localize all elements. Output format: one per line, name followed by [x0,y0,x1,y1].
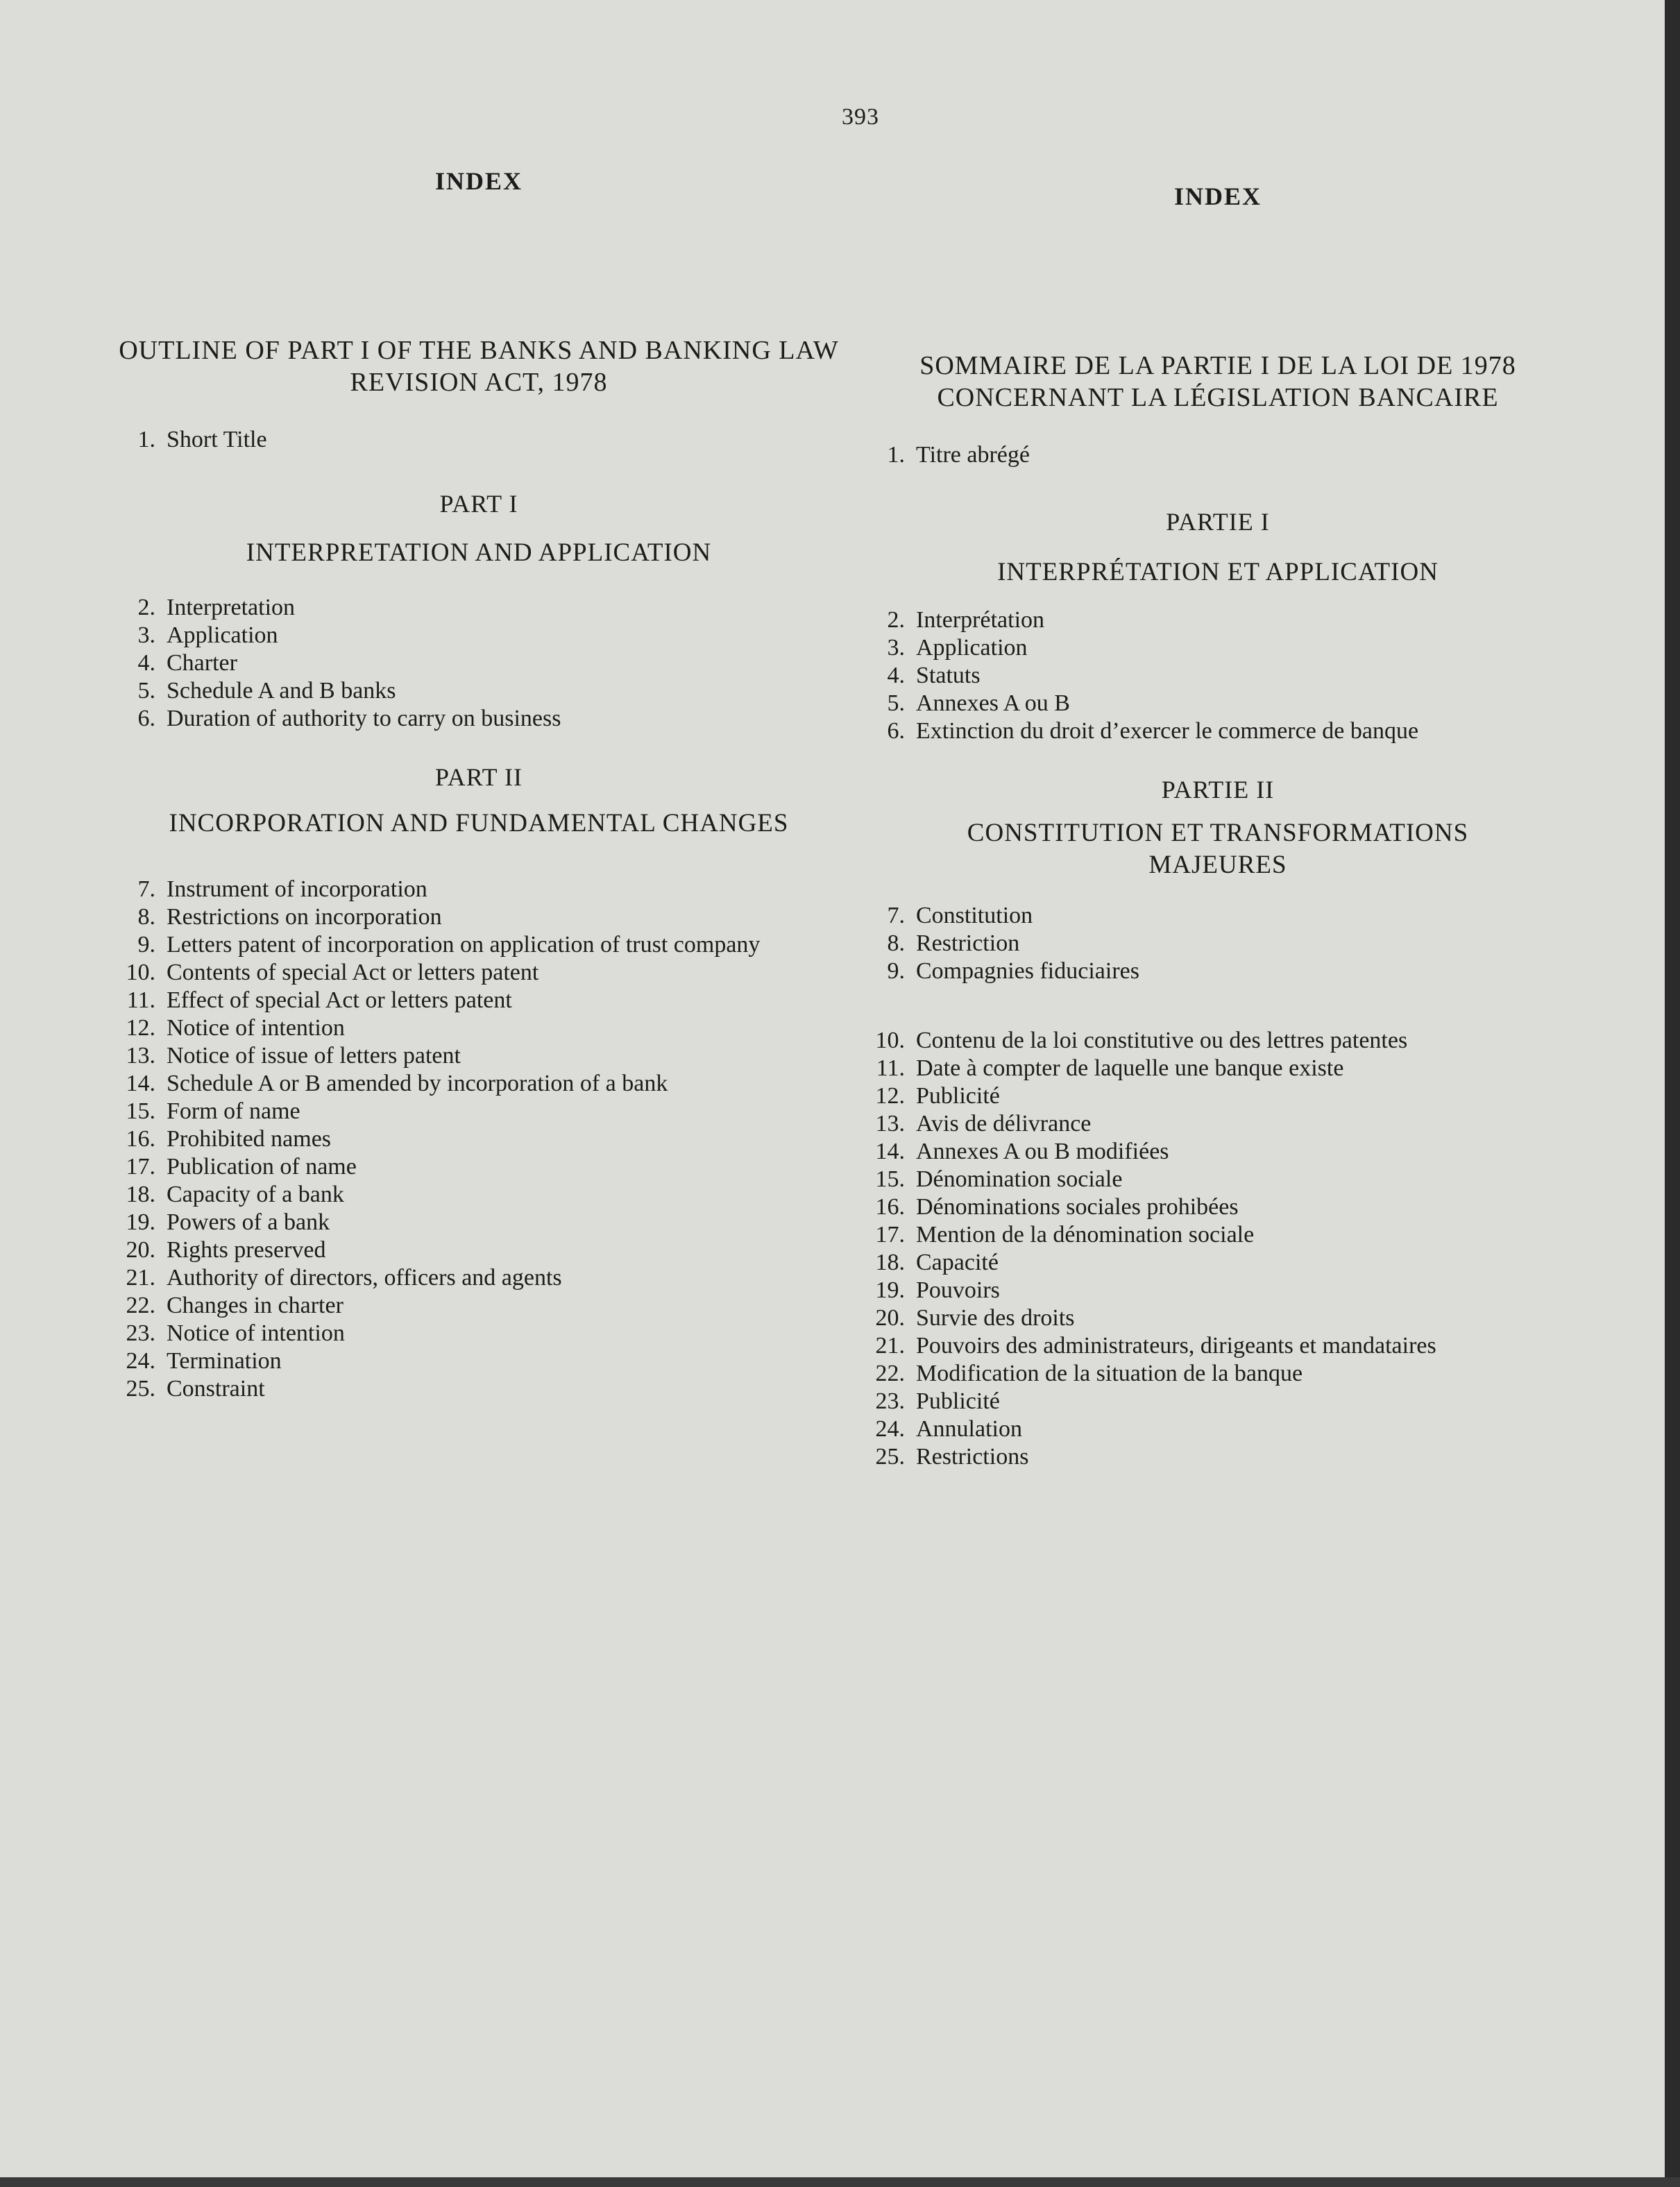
list-item: 22. Modification de la situation de la banque [875,1361,1303,1386]
list-item: 2. Interpretation [137,595,296,620]
list-item: 1. Titre abrégé [887,442,1030,468]
list-item: 2. Interprétation [887,607,1045,633]
part1-list-fr [854,606,1582,745]
outline-title-fr: SOMMAIRE DE LA PARTIE I DE LA LOI DE 1978 CONCERNANT LA LÉGISLATION BANCAIRE [919,351,1516,412]
list-item: 6. Duration of authority to carry on business [137,706,561,731]
list-item: 22. Changes in charter [126,1293,343,1318]
preliminary-list-en [104,426,854,454]
list-item: 12. Notice of intention [126,1015,345,1041]
list-item: 11. Date à compter de laquelle une banque existe [876,1055,1344,1081]
index-heading-fr: INDEX [1173,182,1262,210]
list-item: 4. Charter [137,650,237,676]
list-item: 15. Dénomination sociale [875,1166,1123,1192]
list-item: 3. Application [137,622,278,648]
list-item: 7. Constitution [887,903,1033,928]
part2-title-en: INCORPORATION AND FUNDAMENTAL CHANGES [169,809,789,837]
list-item: 20. Rights preserved [126,1237,326,1263]
list-item: 14. Annexes A ou B modifiées [875,1139,1169,1164]
part2-list-en [104,876,854,1403]
page-number: 393 [842,104,879,130]
list-item: 12. Publicité [875,1083,1000,1109]
list-item: 16. Dénominations sociales prohibées [875,1194,1239,1220]
list-item: 8. Restriction [887,930,1020,956]
list-item: 13. Avis de délivrance [875,1111,1092,1137]
list-item: 8. Restrictions on incorporation [137,904,442,930]
index-heading-en: INDEX [434,167,523,195]
part1-heading-fr: PARTIE I [1166,508,1270,536]
part1-title-fr: INTERPRÉTATION ET APPLICATION [997,558,1439,586]
list-item: 15. Form of name [126,1098,300,1124]
list-item: 25. Constraint [126,1376,265,1402]
list-item: 9. Compagnies fiduciaires [887,958,1139,984]
list-item: 9. Letters patent of incorporation on application of trust company [137,932,761,958]
list-item: 24. Termination [126,1348,282,1374]
list-item: 18. Capacité [875,1250,999,1275]
list-item: 21. Authority of directors, officers and agents [126,1265,562,1291]
preliminary-list-fr [854,441,1582,469]
list-item: 18. Capacity of a bank [126,1182,344,1207]
french-column [854,182,1582,1471]
list-item: 20. Survie des droits [875,1305,1075,1331]
list-item: 10. Contents of special Act or letters patent [126,960,539,985]
part2-heading-en: PART II [435,763,523,791]
list-item: 21. Pouvoirs des administrateurs, dirigeants et mandataires [875,1333,1436,1359]
page-bottom-edge [0,2177,1680,2187]
part2-title-fr: CONSTITUTION ET TRANSFORMATIONS MAJEURES [967,819,1469,879]
outline-title-en: OUTLINE OF PART I OF THE BANKS AND BANKING LAW REVISION ACT, 1978 [119,336,839,397]
list-item: 13. Notice of issue of letters patent [126,1043,461,1069]
page-edge-shadow [1665,0,1680,2187]
list-item: 11. Effect of special Act or letters patent [126,987,512,1013]
list-item: 3. Application [887,635,1028,661]
list-item: 10. Contenu de la loi constitutive ou des lettres patentes [875,1028,1408,1053]
list-item: 6. Extinction du droit d’exercer le commerce de banque [887,718,1419,744]
part1-list-en [104,594,854,733]
list-item: 1. Short Title [137,427,267,452]
list-item: 23. Publicité [875,1388,1000,1414]
list-item: 23. Notice of intention [126,1320,345,1346]
list-item: 5. Annexes A ou B [887,690,1070,716]
part1-title-en: INTERPRETATION AND APPLICATION [246,538,712,567]
list-item: 19. Pouvoirs [875,1277,1000,1303]
list-item: 25. Restrictions [875,1444,1029,1470]
list-item: 14. Schedule A or B amended by incorporation of a bank [126,1071,668,1096]
list-item: 7. Instrument of incorporation [137,876,427,902]
list-item: 16. Prohibited names [126,1126,332,1152]
part1-heading-en: PART I [439,490,518,518]
part2-heading-fr: PARTIE II [1161,776,1275,803]
list-item: 17. Publication of name [126,1154,357,1180]
list-item: 4. Statuts [887,663,981,688]
part2-list-fr [854,902,1582,1471]
english-column [104,167,854,1403]
list-item: 19. Powers of a bank [126,1209,330,1235]
list-item: 5. Schedule A and B banks [137,678,396,704]
list-item: 17. Mention de la dénomination sociale [875,1222,1255,1248]
list-item: 24. Annulation [875,1416,1022,1442]
